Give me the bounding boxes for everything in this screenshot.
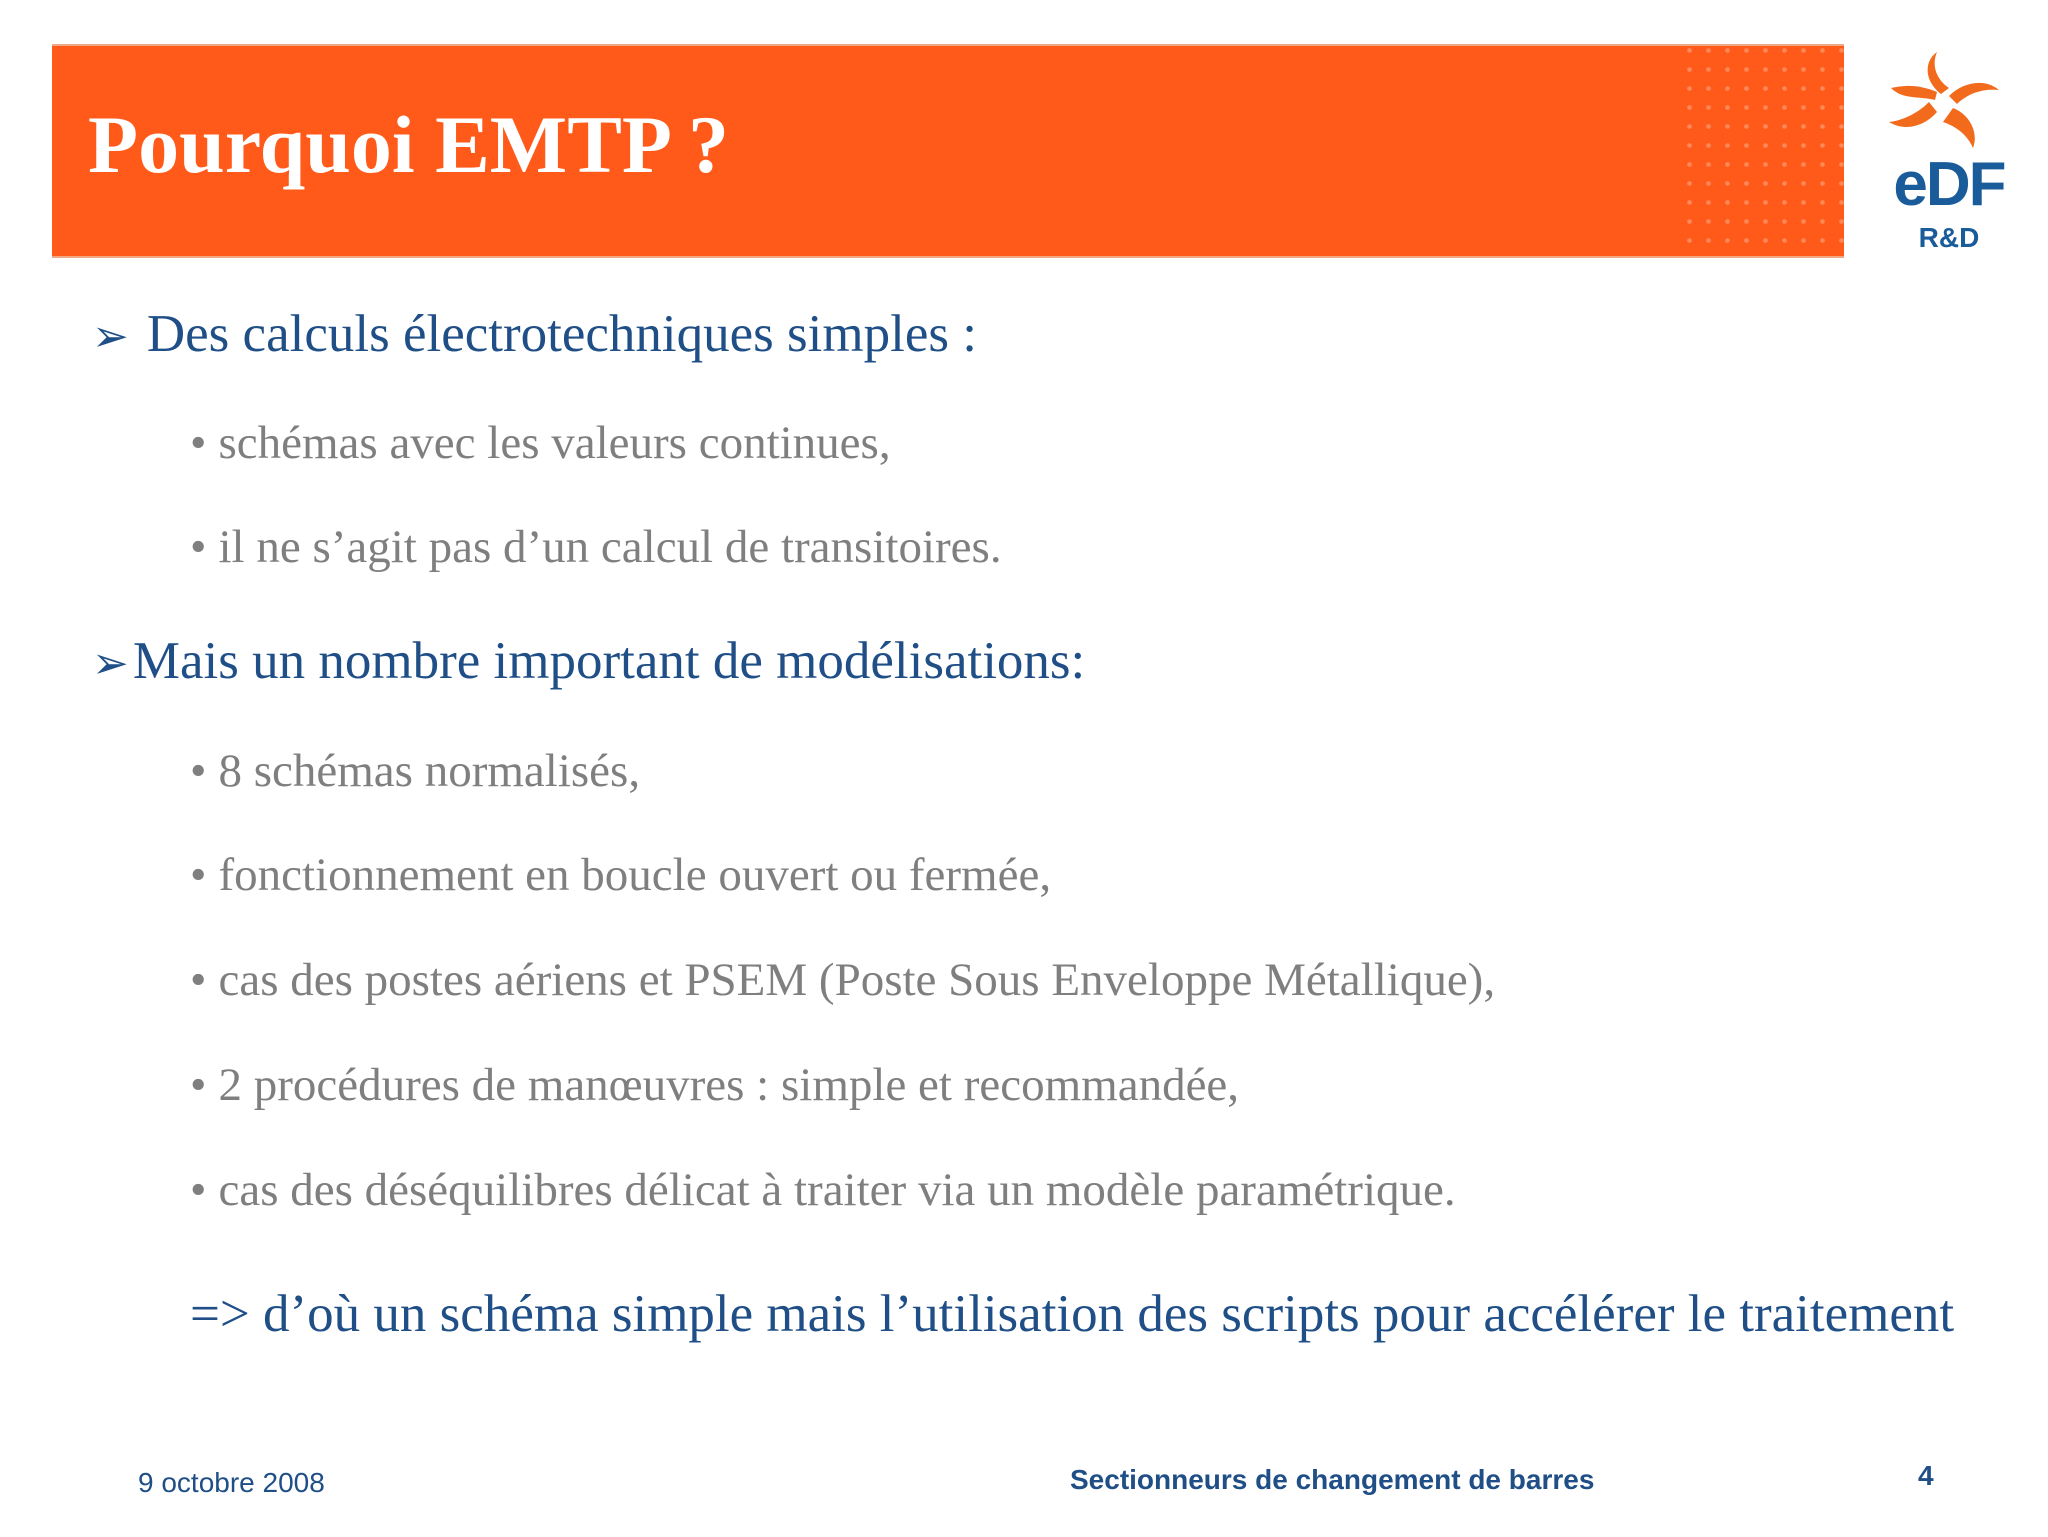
list-item: • 2 procédures de manœuvres : simple et recommandée, <box>190 1059 1240 1111</box>
dot-pattern-decoration <box>1674 46 1844 256</box>
list-item: • il ne s’agit pas d’un calcul de transitoires. <box>190 521 1002 573</box>
logo-division-text: R&D <box>1918 222 1980 253</box>
list-item: • cas des déséquilibres délicat à traiter via un modèle paramétrique. <box>190 1164 1456 1216</box>
section-heading-1-text: Des calculs électrotechniques simples : <box>146 305 977 363</box>
list-item: • 8 schémas normalisés, <box>190 745 641 797</box>
list-item: • schémas avec les valeurs continues, <box>190 417 891 469</box>
bullet-icon: • <box>190 849 207 901</box>
bullet-icon: • <box>190 745 207 797</box>
bullet-icon: • <box>190 1059 207 1111</box>
arrow-bullet-icon: ➢ <box>92 311 129 362</box>
logo-brand-text: eDF <box>1893 150 2005 219</box>
list-item: • cas des postes aériens et PSEM (Poste Sous Enveloppe Métallique), <box>190 954 1496 1006</box>
slide-title: Pourquoi EMTP ? <box>88 99 729 190</box>
arrow-bullet-icon: ➢ <box>92 638 129 689</box>
list-item: • fonctionnement en boucle ouvert ou fermée, <box>190 849 1052 901</box>
section-heading-2 <box>92 632 1085 690</box>
bullet-icon: • <box>190 1164 207 1216</box>
bullet-icon: • <box>190 954 207 1006</box>
edf-swirl-icon <box>1870 44 2020 154</box>
page-number: 4 <box>1918 1460 1934 1491</box>
footer-title: Sectionneurs de changement de barres <box>1070 1464 1595 1495</box>
edf-logo <box>1870 44 2020 264</box>
section-heading-2-text: Mais un nombre important de modélisations: <box>132 632 1086 690</box>
title-banner <box>52 44 1844 258</box>
bullet-icon: • <box>190 521 207 573</box>
bullet-icon: • <box>190 417 207 469</box>
footer-date: 9 octobre 2008 <box>138 1467 325 1498</box>
section-heading-1 <box>92 305 977 363</box>
conclusion-text: => d’où un schéma simple mais l’utilisation des scripts pour accélérer le traitement <box>190 1285 1955 1343</box>
